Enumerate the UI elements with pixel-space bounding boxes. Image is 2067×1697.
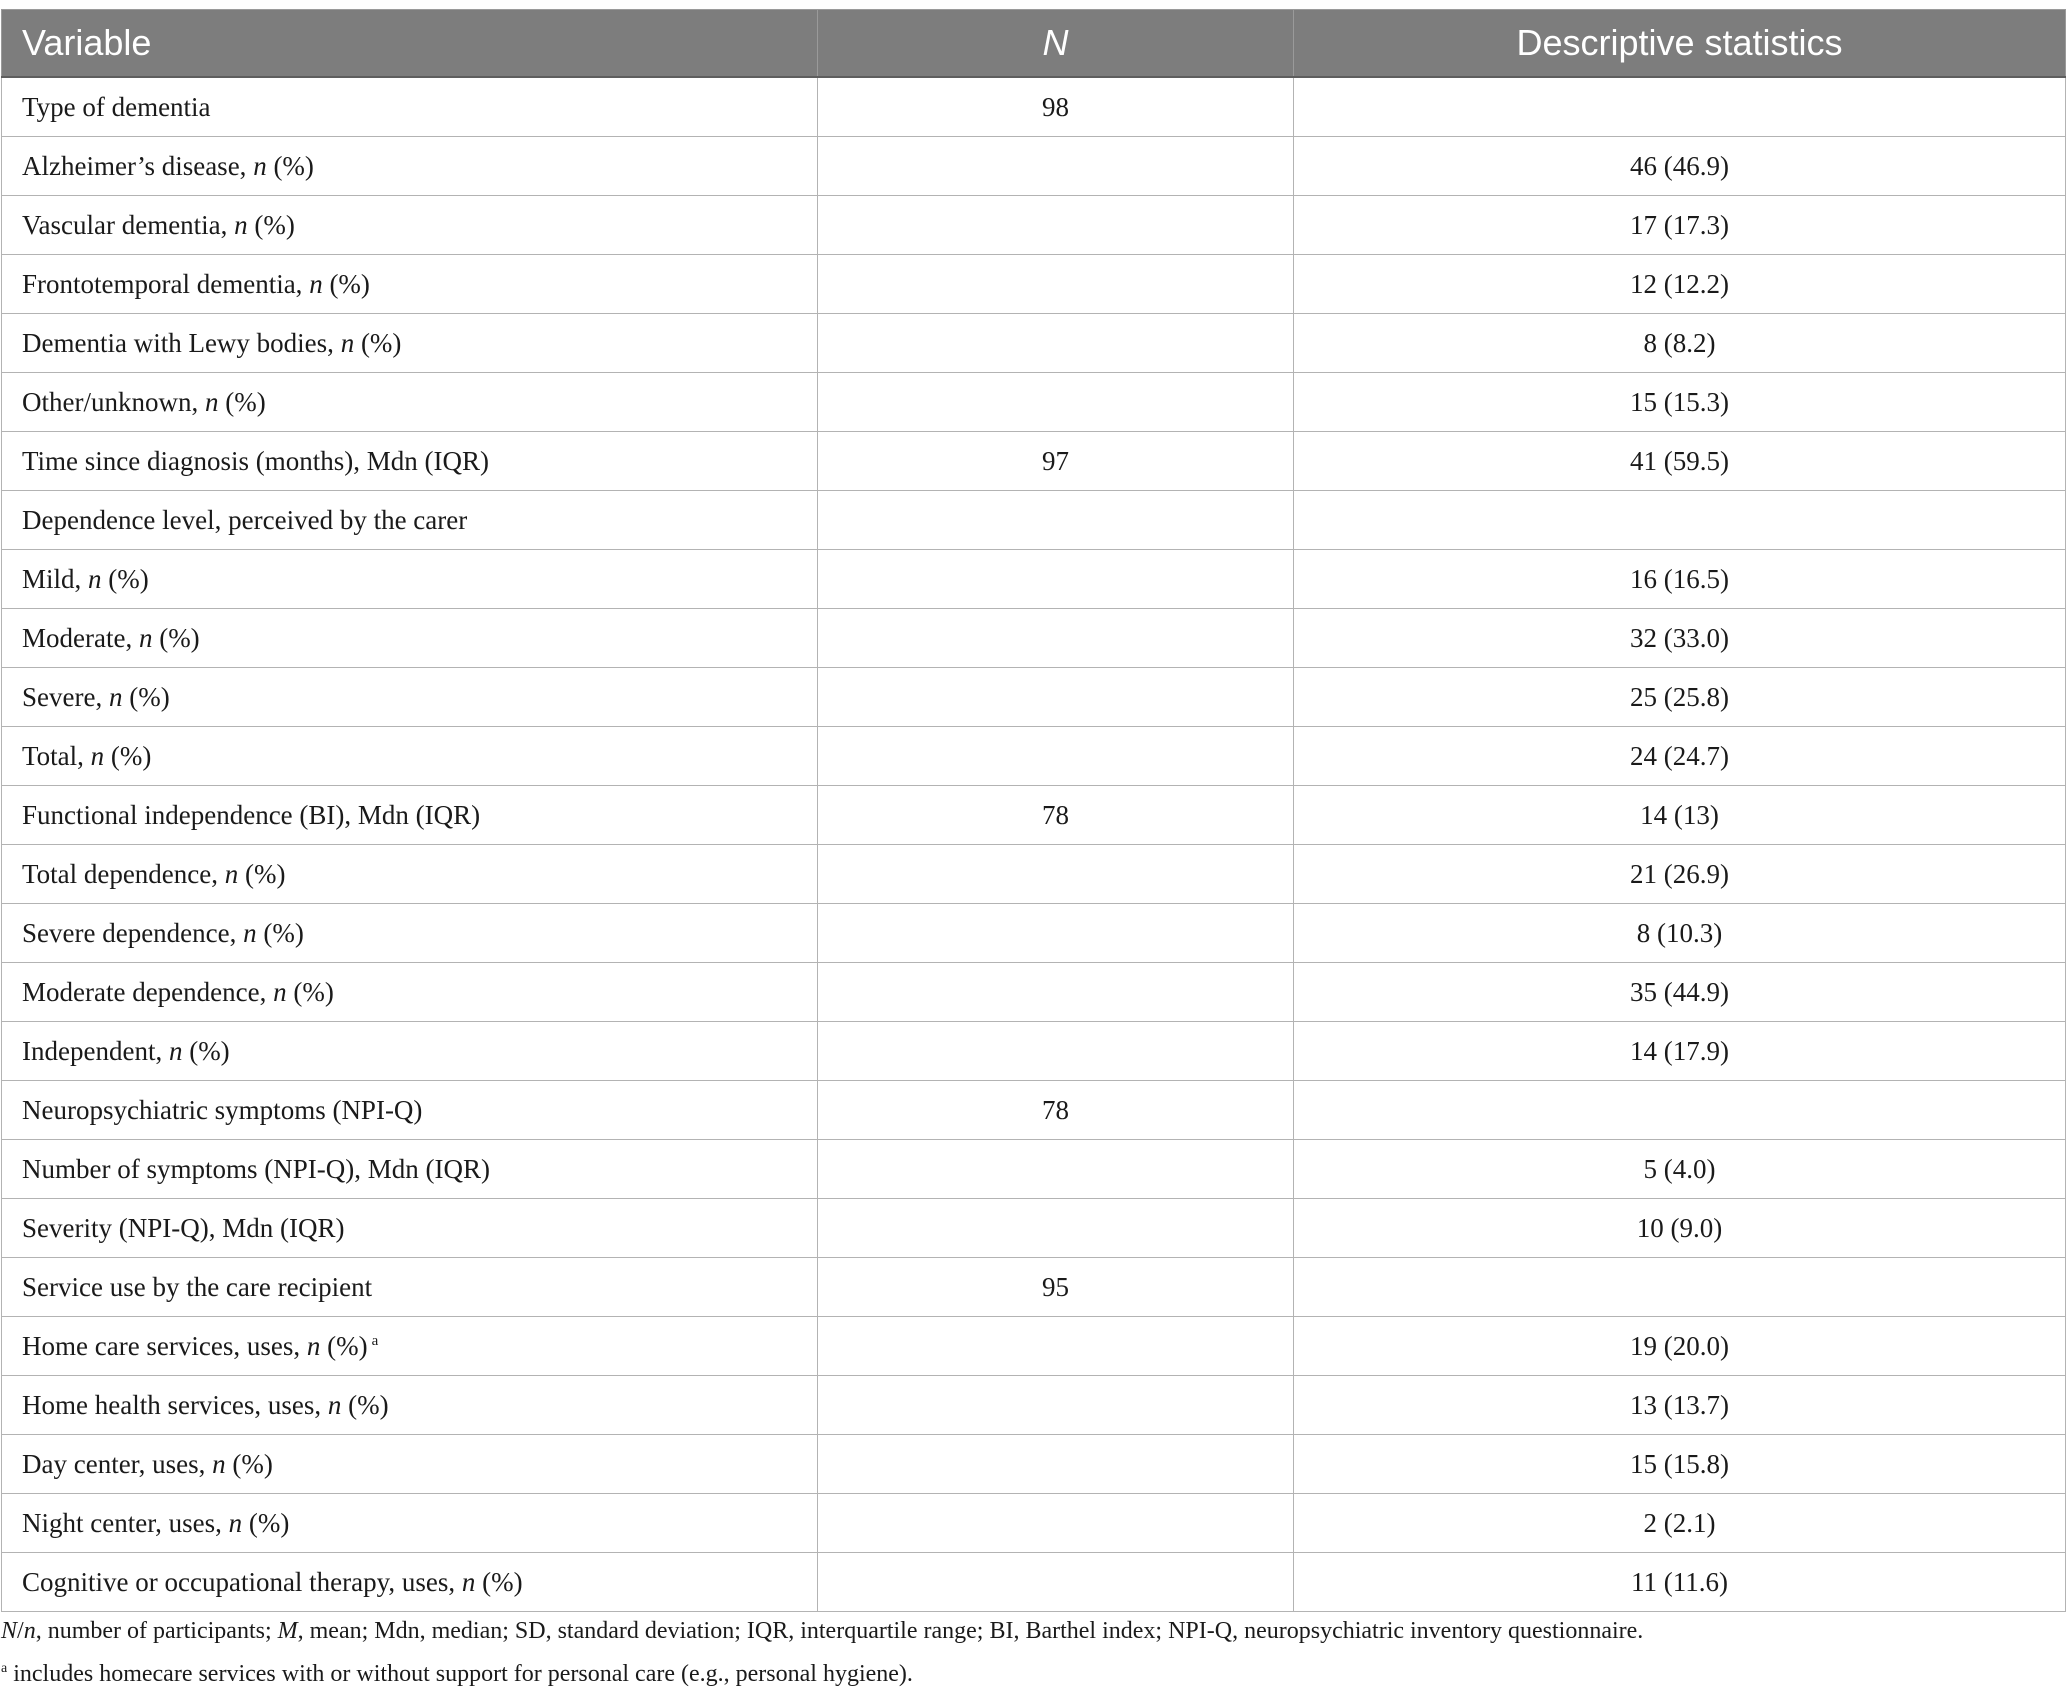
table-row bbox=[2, 1317, 2066, 1376]
variable-label: Total dependence, bbox=[22, 858, 225, 889]
cell-descriptive-statistic: 46 (46.9) bbox=[1294, 137, 2066, 196]
variable-label-suffix: (%) bbox=[475, 1566, 523, 1597]
cell-n bbox=[818, 963, 1294, 1022]
table-header bbox=[2, 10, 2066, 78]
variable-label: Neuropsychiatric symptoms (NPI-Q) bbox=[22, 1094, 423, 1125]
cell-variable bbox=[2, 1081, 818, 1140]
cell-descriptive-statistic: 24 (24.7) bbox=[1294, 727, 2066, 786]
cell-variable bbox=[2, 786, 818, 845]
cell-descriptive-statistic: 5 (4.0) bbox=[1294, 1140, 2066, 1199]
variable-label: Home health services, uses, bbox=[22, 1389, 328, 1420]
footnote-marker: a bbox=[371, 1332, 379, 1349]
cell-descriptive-statistic: 19 (20.0) bbox=[1294, 1317, 2066, 1376]
variable-label-italic-n: n bbox=[212, 1448, 226, 1479]
cell-descriptive-statistic bbox=[1294, 77, 2066, 137]
cell-variable bbox=[2, 1258, 818, 1317]
variable-label: Vascular dementia, bbox=[22, 209, 235, 240]
cell-descriptive-statistic: 15 (15.3) bbox=[1294, 373, 2066, 432]
cell-variable bbox=[2, 550, 818, 609]
variable-label-suffix: (%) bbox=[225, 1448, 273, 1479]
table-row bbox=[2, 1258, 2066, 1317]
cell-n bbox=[818, 314, 1294, 373]
variable-label: Type of dementia bbox=[22, 91, 211, 122]
variable-label: Frontotemporal dementia, bbox=[22, 268, 310, 299]
variable-label-italic-n: n bbox=[461, 1566, 476, 1597]
footnote-text-part: M bbox=[277, 1618, 298, 1644]
cell-variable bbox=[2, 668, 818, 727]
footnote-text-part: / bbox=[17, 1618, 24, 1644]
cell-descriptive-statistic: 8 (8.2) bbox=[1294, 314, 2066, 373]
variable-label: Dependence level, perceived by the carer bbox=[22, 504, 468, 535]
cell-variable bbox=[2, 845, 818, 904]
header-n bbox=[818, 10, 1294, 78]
cell-n: 78 bbox=[818, 1081, 1294, 1140]
variable-label: Number of symptoms (NPI-Q), Mdn (IQR) bbox=[22, 1153, 490, 1184]
variable-label: Day center, uses, bbox=[22, 1448, 213, 1479]
cell-descriptive-statistic bbox=[1294, 491, 2066, 550]
variable-label: Moderate, bbox=[22, 622, 139, 653]
cell-descriptive-statistic bbox=[1294, 1081, 2066, 1140]
table-row bbox=[2, 904, 2066, 963]
footnote-text-part: n bbox=[23, 1618, 36, 1644]
cell-n bbox=[818, 1494, 1294, 1553]
variable-label: Independent, bbox=[22, 1035, 169, 1066]
variable-label-italic-n: n bbox=[88, 563, 102, 594]
variable-label-italic-n: n bbox=[224, 858, 239, 889]
variable-label-suffix: (%) bbox=[101, 563, 149, 594]
variable-label: Severity (NPI-Q), Mdn (IQR) bbox=[22, 1212, 345, 1243]
variable-label: Total, bbox=[22, 740, 91, 771]
cell-n: 98 bbox=[818, 77, 1294, 137]
table-row bbox=[2, 314, 2066, 373]
table-row bbox=[2, 1022, 2066, 1081]
cell-variable bbox=[2, 137, 818, 196]
cell-n bbox=[818, 1435, 1294, 1494]
cell-descriptive-statistic: 8 (10.3) bbox=[1294, 904, 2066, 963]
table-row bbox=[2, 1553, 2066, 1612]
table-footnotes bbox=[1, 1612, 2061, 1693]
cell-variable bbox=[2, 609, 818, 668]
footnote-a bbox=[1, 1650, 2061, 1693]
cell-n bbox=[818, 1376, 1294, 1435]
cell-descriptive-statistic: 11 (11.6) bbox=[1294, 1553, 2066, 1612]
cell-n: 95 bbox=[818, 1258, 1294, 1317]
cell-variable bbox=[2, 1199, 818, 1258]
cell-variable bbox=[2, 77, 818, 137]
variable-label: Other/unknown, bbox=[22, 386, 205, 417]
table-row bbox=[2, 373, 2066, 432]
variable-label-suffix: (%) bbox=[286, 976, 334, 1007]
cell-descriptive-statistic: 16 (16.5) bbox=[1294, 550, 2066, 609]
header-variable: Variable bbox=[2, 10, 818, 78]
variable-label: Night center, uses, bbox=[22, 1507, 229, 1538]
table-row bbox=[2, 668, 2066, 727]
variable-label-italic-n: n bbox=[234, 209, 248, 240]
variable-label-italic-n: n bbox=[138, 622, 153, 653]
cell-variable bbox=[2, 432, 818, 491]
variable-label-italic-n: n bbox=[243, 917, 257, 948]
footnote-text-part: N bbox=[1, 1618, 18, 1644]
header-descriptive-statistics: Descriptive statistics bbox=[1294, 10, 2066, 78]
variable-label-suffix: (%) bbox=[322, 268, 370, 299]
cell-descriptive-statistic: 13 (13.7) bbox=[1294, 1376, 2066, 1435]
variable-label-suffix: (%) bbox=[320, 1330, 368, 1361]
cell-n bbox=[818, 1553, 1294, 1612]
cell-variable bbox=[2, 1494, 818, 1553]
table-row bbox=[2, 1494, 2066, 1553]
cell-n bbox=[818, 1140, 1294, 1199]
table-row bbox=[2, 963, 2066, 1022]
variable-label: Mild, bbox=[22, 563, 89, 594]
variable-label-italic-n: n bbox=[204, 386, 219, 417]
table-row bbox=[2, 255, 2066, 314]
variable-label: Cognitive or occupational therapy, uses, bbox=[22, 1566, 462, 1597]
table-row bbox=[2, 137, 2066, 196]
cell-descriptive-statistic: 14 (13) bbox=[1294, 786, 2066, 845]
cell-descriptive-statistic: 25 (25.8) bbox=[1294, 668, 2066, 727]
data-table-container bbox=[1, 9, 2065, 1612]
variable-label-italic-n: n bbox=[168, 1035, 183, 1066]
cell-descriptive-statistic: 10 (9.0) bbox=[1294, 1199, 2066, 1258]
cell-n: 97 bbox=[818, 432, 1294, 491]
footnote-text-part: , number of participants; bbox=[35, 1618, 278, 1644]
cell-descriptive-statistic: 12 (12.2) bbox=[1294, 255, 2066, 314]
cell-variable bbox=[2, 196, 818, 255]
variable-label-italic-n: n bbox=[306, 1330, 321, 1361]
variable-label-suffix: (%) bbox=[256, 917, 304, 948]
variable-label-suffix: (%) bbox=[104, 740, 152, 771]
table-row bbox=[2, 1140, 2066, 1199]
cell-variable bbox=[2, 1140, 818, 1199]
variable-label: Severe dependence, bbox=[22, 917, 244, 948]
cell-descriptive-statistic: 2 (2.1) bbox=[1294, 1494, 2066, 1553]
variable-label-suffix: (%) bbox=[182, 1035, 230, 1066]
cell-variable bbox=[2, 904, 818, 963]
cell-descriptive-statistic: 32 (33.0) bbox=[1294, 609, 2066, 668]
cell-n bbox=[818, 1199, 1294, 1258]
table-body bbox=[2, 77, 2066, 1612]
cell-n bbox=[818, 373, 1294, 432]
variable-label-suffix: (%) bbox=[354, 327, 402, 358]
cell-n: 78 bbox=[818, 786, 1294, 845]
table-row bbox=[2, 609, 2066, 668]
footnote-a-marker: a bbox=[1, 1661, 8, 1676]
cell-descriptive-statistic: 35 (44.9) bbox=[1294, 963, 2066, 1022]
variable-label-italic-n: n bbox=[309, 268, 323, 299]
variable-label-italic-n: n bbox=[273, 976, 287, 1007]
cell-descriptive-statistic bbox=[1294, 1258, 2066, 1317]
cell-n bbox=[818, 196, 1294, 255]
footnote-text-part: , mean; Mdn, median; SD, standard deviation; IQR, interquartile range; BI, Barthel index; NPI-Q, neuropsychiatric inventory questionnaire. bbox=[297, 1618, 1644, 1644]
variable-label-suffix: (%) bbox=[152, 622, 200, 653]
header-row bbox=[2, 10, 2066, 78]
table-row bbox=[2, 1199, 2066, 1258]
table-row bbox=[2, 727, 2066, 786]
cell-n bbox=[818, 550, 1294, 609]
cell-n bbox=[818, 668, 1294, 727]
cell-n bbox=[818, 137, 1294, 196]
table-row bbox=[2, 77, 2066, 137]
cell-descriptive-statistic: 17 (17.3) bbox=[1294, 196, 2066, 255]
variable-label-italic-n: n bbox=[228, 1507, 243, 1538]
variable-label: Severe, bbox=[22, 681, 109, 712]
variable-label-suffix: (%) bbox=[242, 1507, 290, 1538]
variable-label: Home care services, uses, bbox=[22, 1330, 307, 1361]
cell-descriptive-statistic: 14 (17.9) bbox=[1294, 1022, 2066, 1081]
table-row bbox=[2, 1435, 2066, 1494]
cell-n bbox=[818, 609, 1294, 668]
cell-variable bbox=[2, 963, 818, 1022]
cell-descriptive-statistic: 15 (15.8) bbox=[1294, 1435, 2066, 1494]
cell-descriptive-statistic: 21 (26.9) bbox=[1294, 845, 2066, 904]
cell-variable bbox=[2, 373, 818, 432]
cell-variable bbox=[2, 1435, 818, 1494]
cell-n bbox=[818, 255, 1294, 314]
table-row bbox=[2, 432, 2066, 491]
cell-variable bbox=[2, 1376, 818, 1435]
cell-variable bbox=[2, 1022, 818, 1081]
variable-label-suffix: (%) bbox=[247, 209, 295, 240]
variable-label-suffix: (%) bbox=[341, 1389, 389, 1420]
variable-label: Alzheimer’s disease, bbox=[22, 150, 254, 181]
cell-variable bbox=[2, 1317, 818, 1376]
descriptive-statistics-table bbox=[1, 9, 2066, 1612]
variable-label: Service use by the care recipient bbox=[22, 1271, 373, 1302]
cell-n bbox=[818, 1022, 1294, 1081]
table-row bbox=[2, 1376, 2066, 1435]
variable-label: Time since diagnosis (months), Mdn (IQR) bbox=[22, 445, 489, 476]
variable-label-suffix: (%) bbox=[218, 386, 266, 417]
variable-label: Dementia with Lewy bodies, bbox=[22, 327, 341, 358]
header-n-label: N bbox=[1042, 22, 1069, 63]
cell-variable bbox=[2, 1553, 818, 1612]
variable-label-italic-n: n bbox=[327, 1389, 342, 1420]
cell-variable bbox=[2, 314, 818, 373]
variable-label-suffix: (%) bbox=[266, 150, 314, 181]
cell-n bbox=[818, 845, 1294, 904]
cell-variable bbox=[2, 727, 818, 786]
table-row bbox=[2, 196, 2066, 255]
cell-n bbox=[818, 1317, 1294, 1376]
table-row bbox=[2, 786, 2066, 845]
footnote-abbreviations bbox=[1, 1612, 2061, 1650]
cell-n bbox=[818, 491, 1294, 550]
variable-label-italic-n: n bbox=[90, 740, 105, 771]
table-row bbox=[2, 1081, 2066, 1140]
variable-label-italic-n: n bbox=[108, 681, 123, 712]
variable-label: Functional independence (BI), Mdn (IQR) bbox=[22, 799, 481, 830]
cell-variable bbox=[2, 491, 818, 550]
table-row bbox=[2, 491, 2066, 550]
variable-label-italic-n: n bbox=[253, 150, 267, 181]
cell-n bbox=[818, 727, 1294, 786]
cell-descriptive-statistic: 41 (59.5) bbox=[1294, 432, 2066, 491]
table-row bbox=[2, 550, 2066, 609]
variable-label-suffix: (%) bbox=[122, 681, 170, 712]
table-row bbox=[2, 845, 2066, 904]
variable-label-suffix: (%) bbox=[238, 858, 286, 889]
cell-n bbox=[818, 904, 1294, 963]
variable-label: Moderate dependence, bbox=[22, 976, 274, 1007]
variable-label-italic-n: n bbox=[340, 327, 355, 358]
footnote-a-text: includes homecare services with or without support for personal care (e.g., personal hygiene). bbox=[13, 1661, 913, 1687]
cell-variable bbox=[2, 255, 818, 314]
